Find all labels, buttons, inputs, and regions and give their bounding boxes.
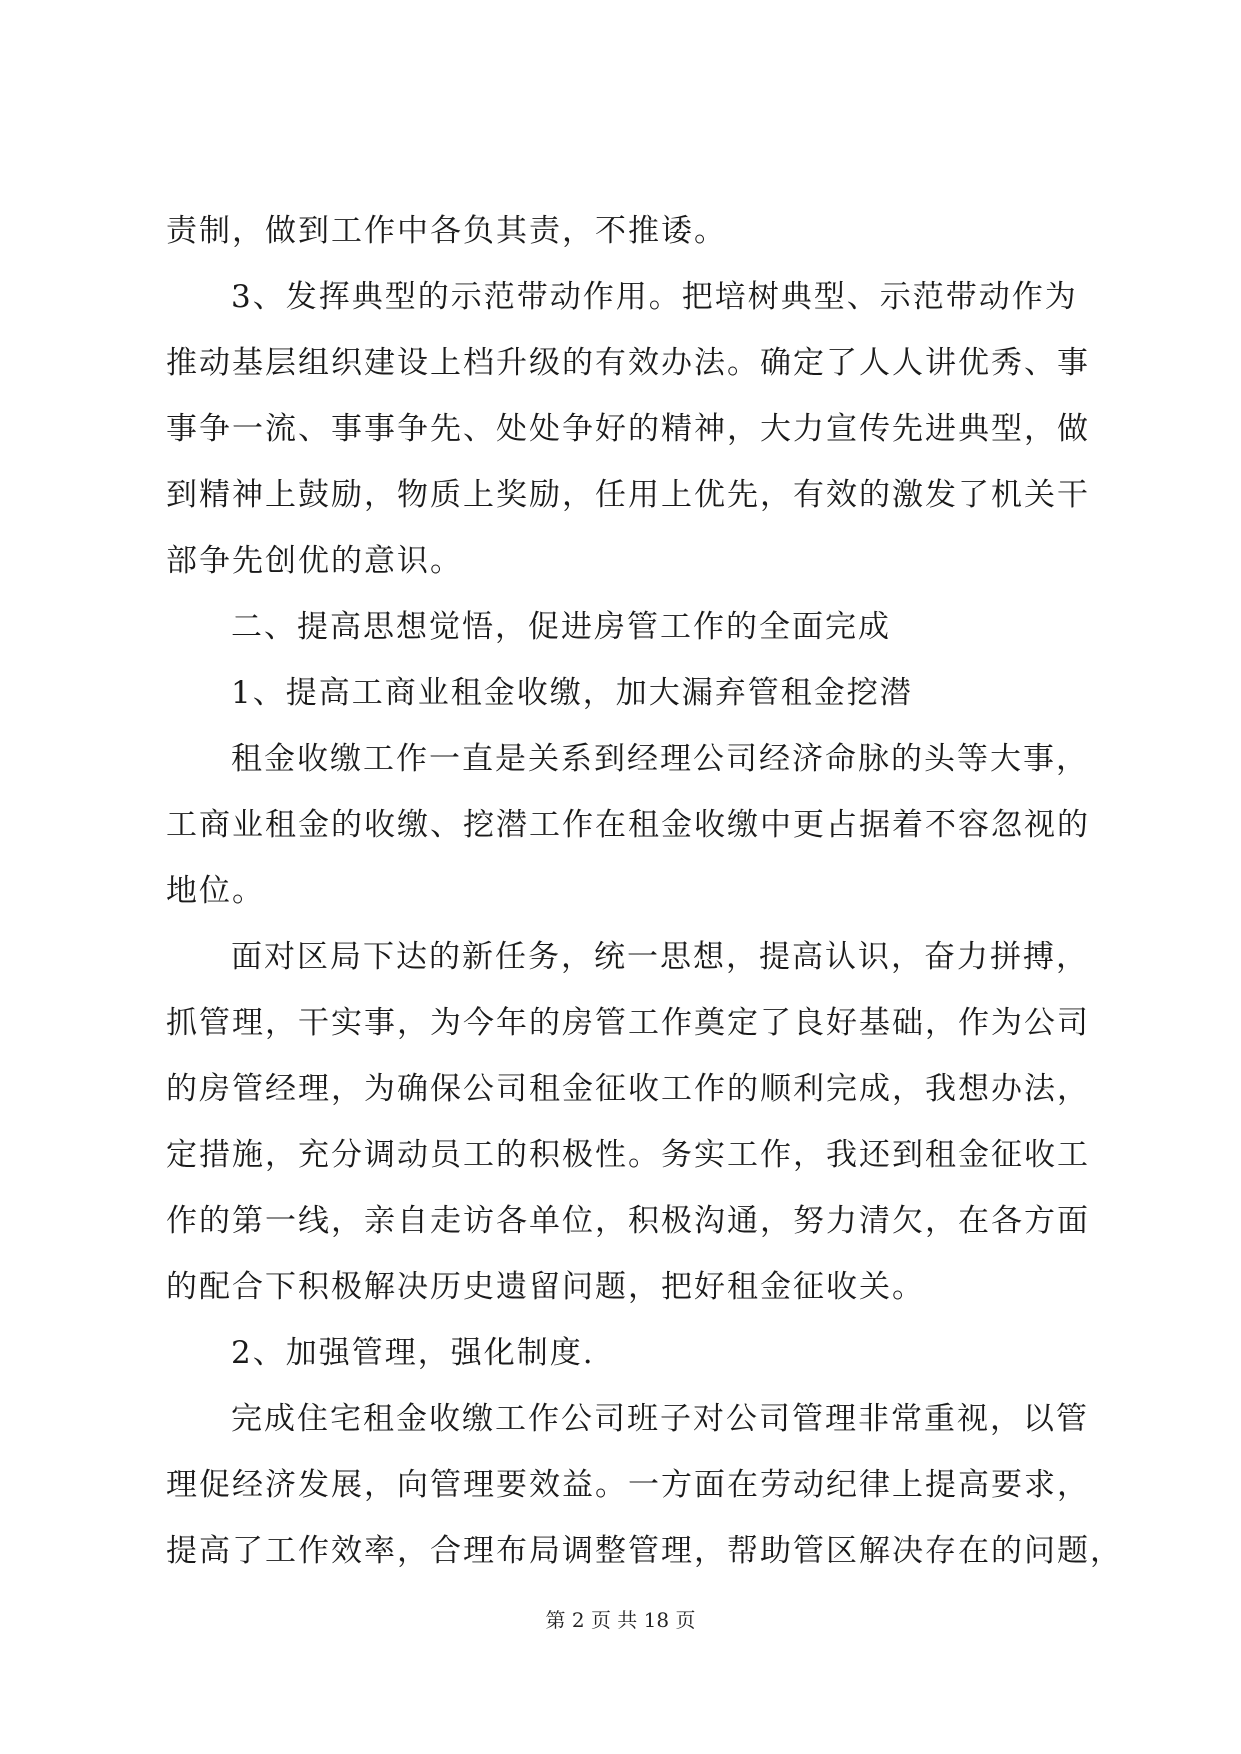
section-heading: 二、提高思想觉悟，促进房管工作的全面完成 xyxy=(231,609,891,645)
text-line: 理促经济发展，向管理要效益。一方面在劳动纪律上提高要求， xyxy=(166,1467,1090,1503)
text-line: 租金收缴工作一直是关系到经理公司经济命脉的头等大事， xyxy=(231,741,1089,777)
text-line: 提高了工作效率，合理布局调整管理，帮助管区解决存在的问题， xyxy=(166,1533,1123,1569)
page-footer: 第 2 页 共 18 页 xyxy=(545,1608,696,1632)
text-line: 的房管经理，为确保公司租金征收工作的顺利完成，我想办法， xyxy=(166,1071,1090,1107)
text-line: 事争一流、事事争先、处处争好的精神，大力宣传先进典型，做 xyxy=(166,411,1090,447)
text-line: 责制，做到工作中各负其责，不推诿。 xyxy=(166,213,727,249)
text-line: 地位。 xyxy=(166,873,265,909)
text-line: 的配合下积极解决历史遗留问题，把好租金征收关。 xyxy=(166,1269,925,1305)
subsection-heading: 1、提高工商业租金收缴，加大漏弃管租金挖潜 xyxy=(231,675,913,711)
text-line: 完成住宅租金收缴工作公司班子对公司管理非常重视，以管 xyxy=(231,1401,1089,1437)
text-line: 工商业租金的收缴、挖潜工作在租金收缴中更占据着不容忽视的 xyxy=(166,807,1090,843)
text-line: 抓管理，干实事，为今年的房管工作奠定了良好基础，作为公司 xyxy=(166,1005,1090,1041)
text-line: 定措施，充分调动员工的积极性。务实工作，我还到租金征收工 xyxy=(166,1137,1090,1173)
subsection-heading: 2、加强管理，强化制度. xyxy=(231,1335,595,1371)
text-line: 推动基层组织建设上档升级的有效办法。确定了人人讲优秀、事 xyxy=(166,345,1090,381)
text-line: 面对区局下达的新任务，统一思想，提高认识，奋力拼搏， xyxy=(231,939,1089,975)
text-line: 部争先创优的意识。 xyxy=(166,543,463,579)
text-line: 3、发挥典型的示范带动作用。把培树典型、示范带动作为 xyxy=(231,279,1078,315)
text-line: 到精神上鼓励，物质上奖励，任用上优先，有效的激发了机关干 xyxy=(166,477,1090,513)
text-line: 作的第一线，亲自走访各单位，积极沟通，努力清欠，在各方面 xyxy=(166,1203,1090,1239)
